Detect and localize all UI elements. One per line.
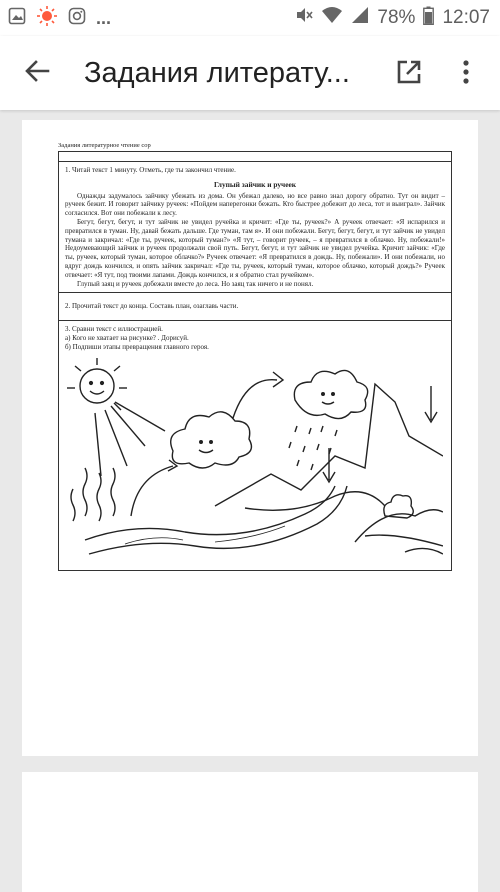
open-in-new-icon <box>394 74 424 91</box>
task-table <box>58 151 452 571</box>
task-1 <box>59 162 451 293</box>
sun-notification-icon <box>36 5 58 32</box>
image-icon <box>8 7 26 30</box>
task-3 <box>59 321 451 569</box>
more-notifications-text: ... <box>96 7 112 28</box>
mute-icon <box>295 6 313 30</box>
task-1-instruction: 1. Читай текст 1 минуту. Отметь, где ты закончил чтение. <box>65 166 236 174</box>
story-paragraph: Бегут, бегут, бегут, и тут зайчик не увидел ручейка и кричит: «Где ты, ручеек?» А ручеек отвечает: «Я испарился и превратился в туман. Ну, давай бежать дальше. Где туман, там я». И они побежали. Бегут, бегут, бегут, и тут зайчик не увидел тумана и закричал: «Где ты, ручеек, который туман?» «Я тут, – говорит ручеек, – я превратился в облачко. Ну, побежали!» Недоумевающий зайчик и ручеек продолжали свой путь. Бегут, бегут, и тут зайчик не увидел ручейка. Кричит зайчик: «Где ты, ручеек, который туман, которое облачко?» Ручеек отвечает: «Я превратился в дождь. Ну, побежали». И они побежали, но вдруг дождь кончился, и опять зайчик закричал: «Где ты, ручеек, который туман, которое облачко, который дождь?» Ручеек отвечает: «Я тут, под твоими лапами. Дождь кончился, и я обратно стал ручейком». <box>65 217 445 279</box>
story-paragraph: Глупый заяц и ручеек добежали вместе до леса. Но заяц так ничего и не понял. <box>77 279 314 288</box>
arrow-back-icon <box>24 58 50 89</box>
more-options-button[interactable] <box>456 57 476 92</box>
task-3-item-a: а) Кого не хватает на рисунке? . Дорисуй. <box>65 333 189 342</box>
back-button[interactable] <box>0 36 74 110</box>
story-title: Глупый зайчик и ручеек <box>213 179 297 189</box>
blank-row <box>59 152 451 162</box>
worksheet <box>58 142 450 571</box>
document-header: Задания литературное чтение сор <box>58 142 151 149</box>
app-bar <box>0 36 500 110</box>
status-bar <box>0 0 500 36</box>
wifi-icon <box>321 6 343 30</box>
signal-icon <box>351 6 369 30</box>
document-page-2[interactable] <box>22 772 478 892</box>
battery-percent: 78% <box>377 7 416 28</box>
task-3-instruction: 3. Сравни текст с иллюстрацией. <box>65 325 163 334</box>
task-2 <box>59 293 451 321</box>
page-title: Задания литерату... <box>84 56 350 89</box>
battery-icon <box>423 6 434 31</box>
instagram-icon <box>68 7 86 30</box>
story-paragraph: Однажды задумалось зайчику убежать из дома. Он убежал далеко, но все равно знал дорогу обратно. Тут он видит – ручеек бежит. И говорит зайчику ручеек: «Пойдем наперегонки бежать. Кто быстрее добежит до леса, тот и выиграл». Зайчик согласился. Вот они побежали к лесу. <box>65 191 445 218</box>
open-external-button[interactable] <box>394 57 424 92</box>
task-3-item-b: б) Подпиши этапы превращения главного героя. <box>65 342 209 351</box>
water-cycle-illustration <box>65 356 443 566</box>
document-page[interactable] <box>22 120 478 756</box>
more-vert-icon <box>456 74 476 91</box>
clock: 12:07 <box>442 7 490 28</box>
task-2-instruction: 2. Прочитай текст до конца. Составь план, озаглавь части. <box>65 302 239 311</box>
